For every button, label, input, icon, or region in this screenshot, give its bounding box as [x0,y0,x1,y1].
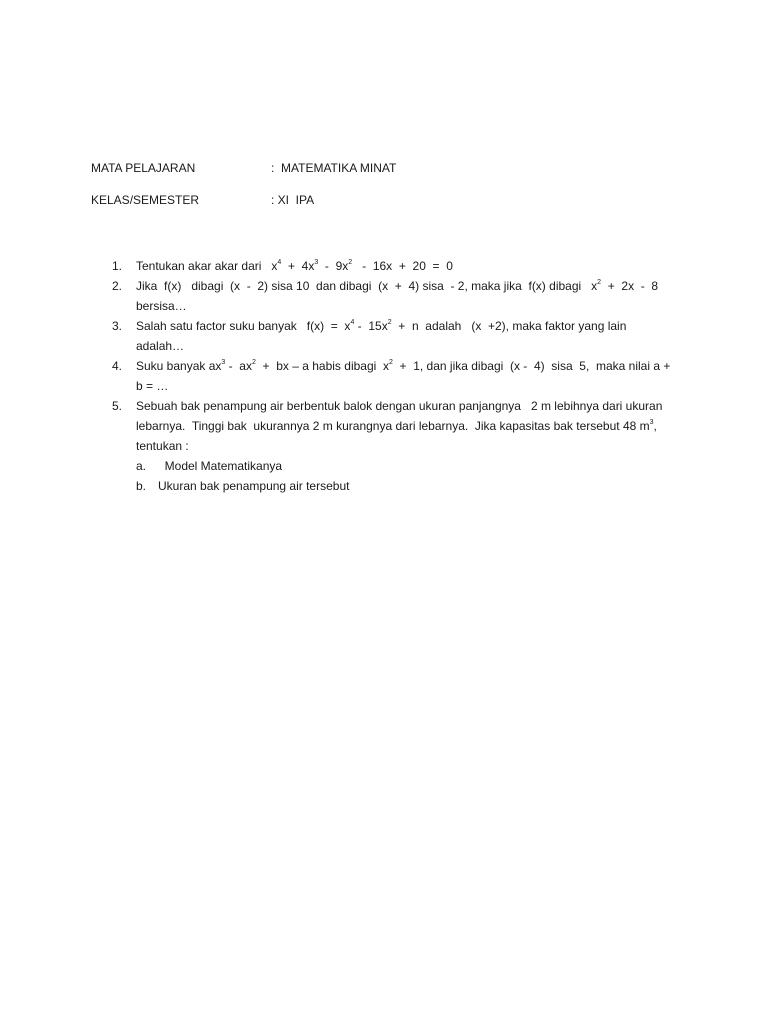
exponent: 2 [388,359,393,366]
question-item [112,256,672,276]
exponent: 3 [649,419,654,426]
sub-item-label: a. [136,459,147,473]
sub-item [136,476,672,496]
question-item [112,276,672,316]
sub-item [136,456,672,476]
header-label: KELAS/SEMESTER [91,193,200,207]
text-segment: + 1, dan jika dibagi (x - 4) sisa 5, maka nilai a + b = … [136,359,674,393]
header-value: : XI IPA [271,193,315,207]
exponent: 2 [387,319,392,326]
exponent: 2 [348,259,353,266]
text-segment: , tentukan : [136,419,664,453]
text-segment: - ax [225,359,252,373]
exponent: 3 [221,359,226,366]
question-number: 2. [112,279,123,293]
exponent: 4 [350,319,355,326]
header-label: MATA PELAJARAN [91,161,196,175]
exponent: 3 [314,259,319,266]
exponent: 4 [277,259,282,266]
text-segment: + bx – a habis dibagi x [255,359,389,373]
text-segment: - 15x [354,319,388,333]
question-text [136,276,672,316]
header-row [91,158,691,178]
question-list [112,256,672,496]
text-segment: Sebuah bak penampung air berbentuk balok dengan ukuran panjangnya 2 m lebihnya dari ukuran lebarnya. Tinggi bak ukurannya 2 m kurangnya dari lebarnya. Jika kapasitas bak tersebut 48 m [136,399,666,433]
header-row [91,190,691,210]
text-segment: - 16x + 20 = 0 [352,259,453,273]
sub-list [136,456,672,496]
question-number: 3. [112,319,123,333]
text-segment: + n adalah (x +2), maka faktor yang lain adalah… [136,319,630,353]
question-number: 4. [112,359,123,373]
text-segment: Suku banyak ax [136,359,222,373]
question-text [136,256,672,276]
question-item [112,356,672,396]
text-segment: Salah satu factor suku banyak f(x) = x [136,319,351,333]
text-segment: Jika f(x) dibagi (x - 2) sisa 10 dan dibagi (x + 4) sisa - 2, maka jika f(x) dibagi x [136,279,598,293]
text-segment: + 4x [281,259,315,273]
question-item [112,316,672,356]
question-item [112,396,672,496]
question-text [136,396,672,456]
document-header [91,158,691,210]
exponent: 2 [597,279,602,286]
question-text [136,316,672,356]
text-segment: + 2x - 8 bersisa… [136,279,662,313]
sub-item-text: Model Matematikanya [158,459,283,473]
exponent: 2 [251,359,256,366]
question-number: 5. [112,399,123,413]
sub-item-text: Ukuran bak penampung air tersebut [158,479,350,493]
question-text [136,356,672,396]
question-number: 1. [112,259,123,273]
text-segment: - 9x [318,259,349,273]
text-segment: Tentukan akar akar dari x [136,259,278,273]
sub-item-label: b. [136,479,147,493]
header-value: : MATEMATIKA MINAT [271,161,397,175]
